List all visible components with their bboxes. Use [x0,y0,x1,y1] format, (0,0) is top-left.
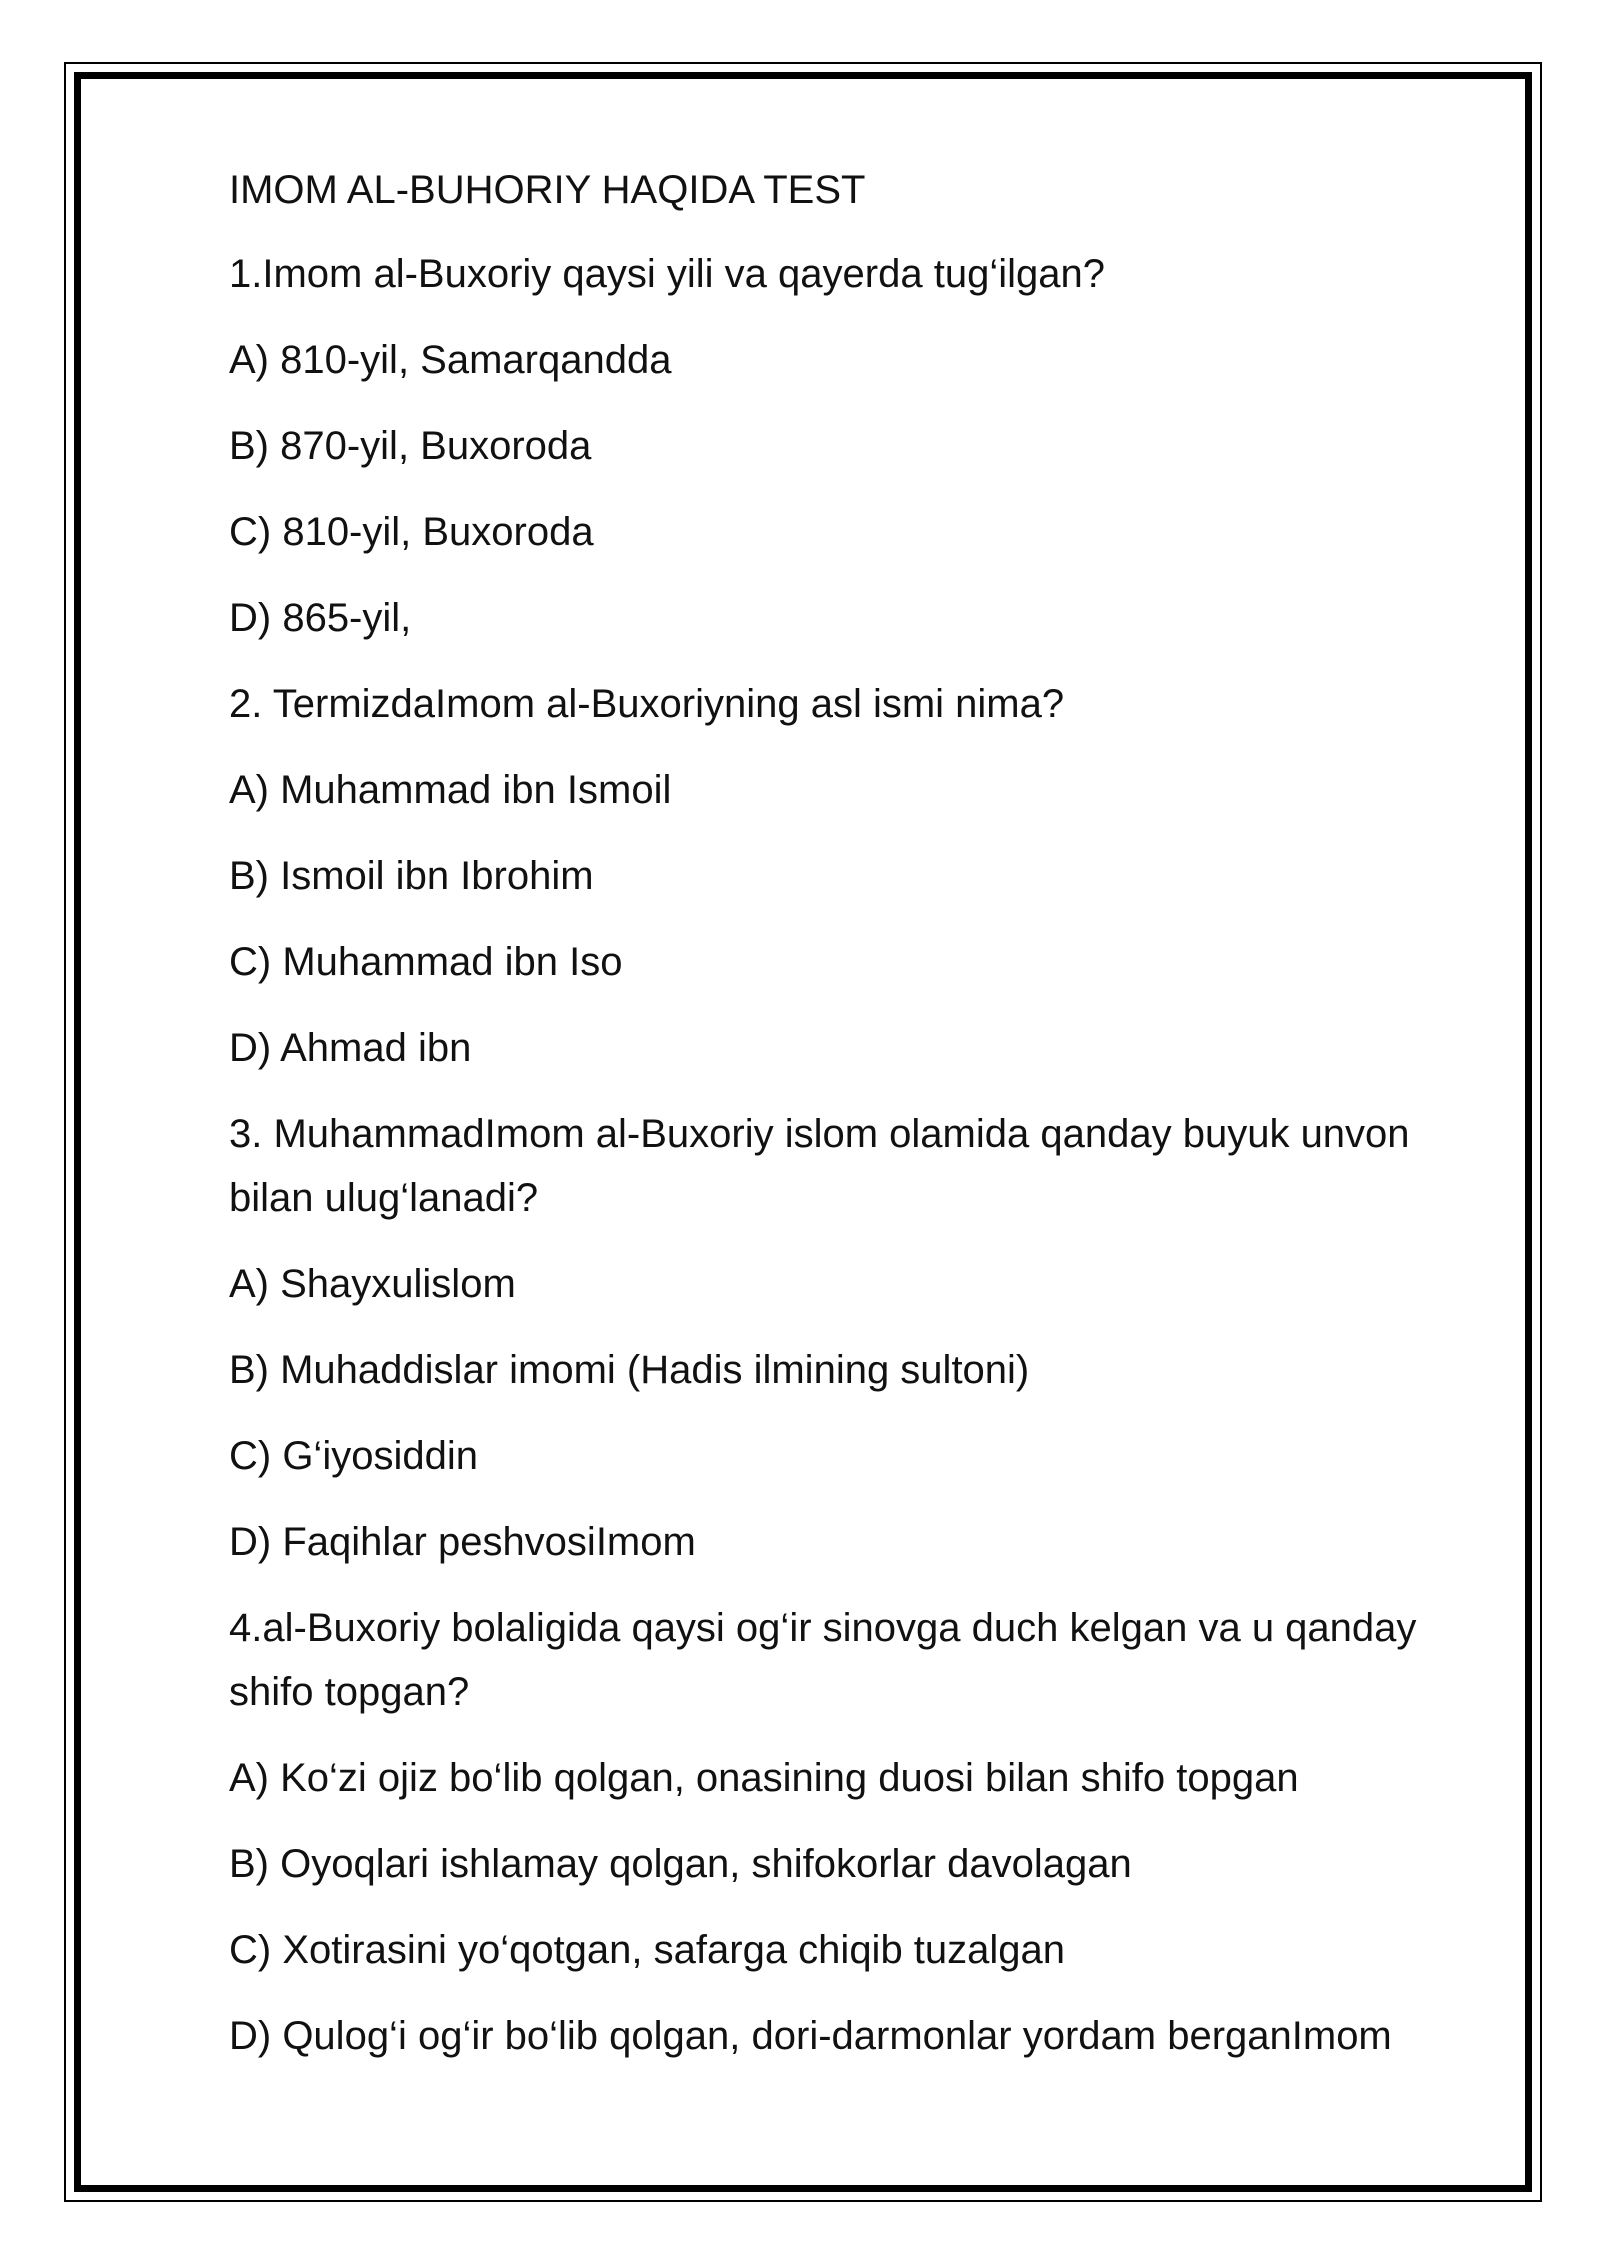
question-block-3 [229,1102,1429,1574]
question-text: 4.al-Buxoriy bolaligida qaysi og‘ir sinovga duch kelgan va u qanday shifo topgan? [229,1606,1428,1714]
answer-option-c: C) G‘iyosiddin [229,1434,478,1478]
test-title: IMOM AL-BUHORIY HAQIDA TEST [229,168,866,212]
answer-option-b: B) Muhaddislar imomi (Hadis ilmining sultoni) [229,1348,1030,1392]
question-block-2 [229,672,1429,1080]
answer-option-b: B) 870-yil, Buxoroda [229,424,592,468]
question-text: 1.Imom al-Buxoriy qaysi yili va qayerda tug‘ilgan? [229,252,1105,296]
answer-option-c: C) Muhammad ibn Iso [229,940,623,984]
question-text: 2. TermizdaImom al-Buxoriyning asl ismi nima? [229,682,1065,726]
answer-option-d: D) Faqihlar peshvosiImom [229,1520,696,1564]
answer-option-a: A) 810-yil, Samarqandda [229,338,672,382]
question-block-4 [229,1596,1429,2068]
answer-option-b: B) Oyoqlari ishlamay qolgan, shifokorlar davolagan [229,1842,1132,1886]
test-content [229,158,1429,2090]
question-block-1 [229,242,1429,650]
answer-option-b: B) Ismoil ibn Ibrohim [229,854,594,898]
answer-option-d: D) Ahmad ibn [229,1026,472,1070]
answer-option-a: A) Shayxulislom [229,1262,516,1306]
answer-option-a: A) Ko‘zi ojiz bo‘lib qolgan, onasining duosi bilan shifo topgan [229,1756,1299,1800]
answer-option-c: C) 810-yil, Buxoroda [229,510,594,554]
answer-option-a: A) Muhammad ibn Ismoil [229,768,672,812]
answer-option-d: D) 865-yil, [229,596,412,640]
answer-option-d: D) Qulog‘i og‘ir bo‘lib qolgan, dori-darmonlar yordam berganImom [229,2014,1392,2058]
answer-option-c: C) Xotirasini yo‘qotgan, safarga chiqib tuzalgan [229,1928,1066,1972]
question-text: 3. MuhammadImom al-Buxoriy islom olamida qanday buyuk unvon bilan ulug‘lanadi? [229,1112,1421,1220]
